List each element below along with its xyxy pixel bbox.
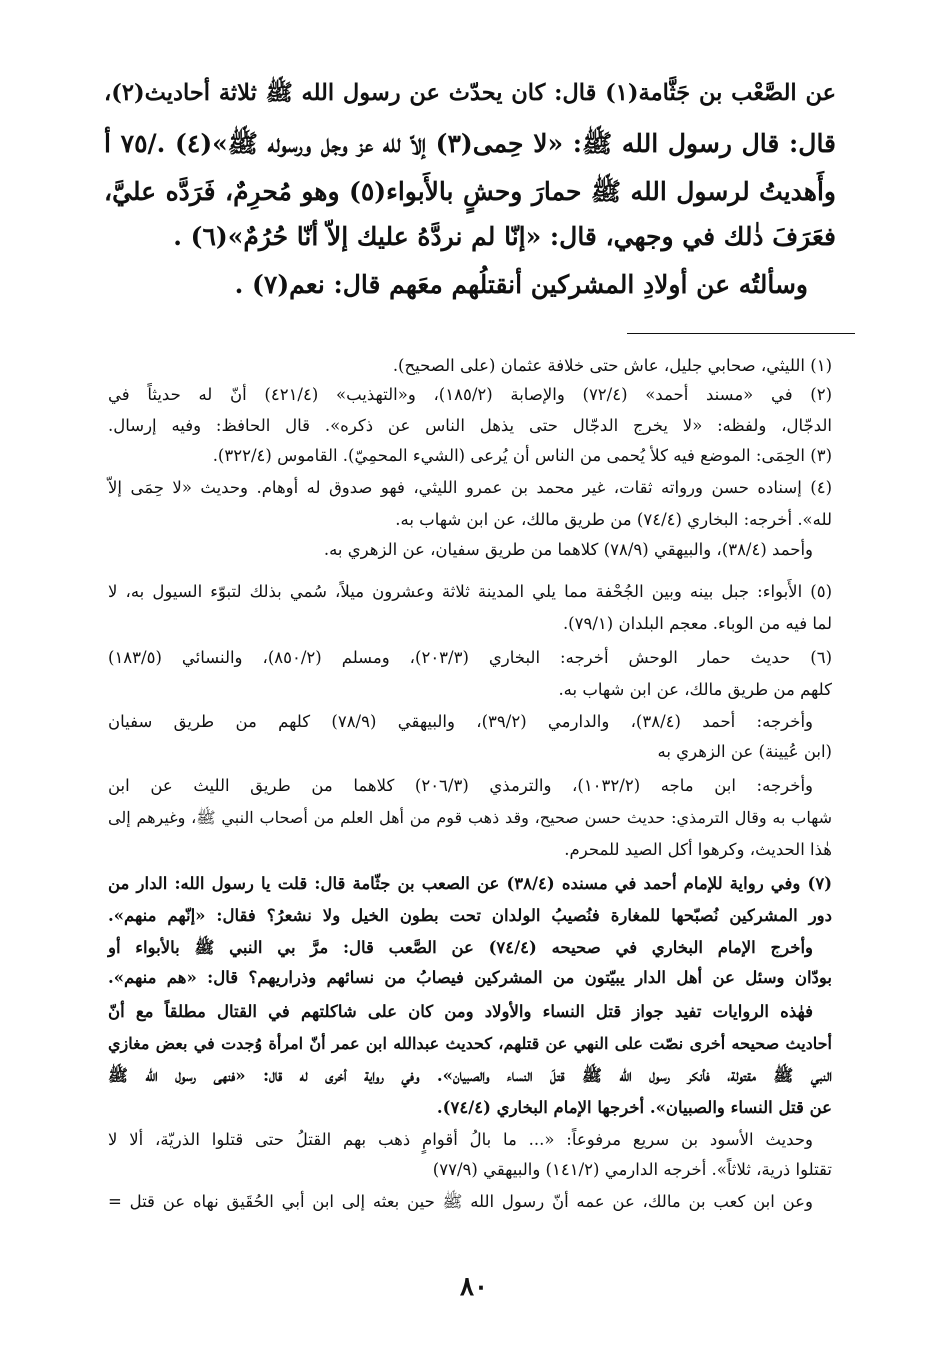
footnote-line: عن قتل النساء والصبيان». أخرجها الإمام البخاري (٧٤/٤). [436, 1098, 832, 1117]
footnote-line: شهاب به وقال الترمذي: حديث حسن صحيح، وقد ذهب قوم من أهل العلم من أصحاب النبي ﷺ، وغيرهم إلى [108, 808, 832, 827]
footnote-line: (٢) في «مسند أحمد» (٧٢/٤) والإصابة (١٨٥/٢)، و«التهذيب» (٤٢١/٤) أنّ له حديثاً في [108, 385, 833, 404]
footnote-line: دور المشركين نُصبّحها للمغارة فنُصيبُ الولدان تحت بطون الخيل ولا نشعرُ؟ فقال: «إنّهم منهم». [108, 906, 832, 925]
footnote-line: وعن ابن كعب بن مالك، عن عمه أنّ رسول الله ﷺ حين بعثه إلى ابن أبي الحُقَيق نهاه عن قتل = [108, 1192, 813, 1211]
main-line: قال: قال رسول الله ﷺ: «لا حِمى(٣) إلاّ لله عز وجل ورسوله ﷺ»(٤) ./٧٥ أ [104, 129, 837, 158]
footnote-line: وأخرج الإمام البخاري في صحيحه (٧٤/٤) عن الصَّعب قال: مرَّ بي النبي ﷺ بالأبواء أو [108, 938, 813, 957]
footnote-line: وأخرجه: ابن ماجه (١٠٣٢/٢)، والترمذي (٢٠٦/٣) كلاهما من طريق الليث عن ابن [108, 776, 813, 795]
footnote-line: (ابن عُيينة) عن الزهري به [657, 742, 832, 761]
footnote-line: الدجّال، ولفظه: «لا يخرج الدجّال حتى يذهل الناس عن ذكره». قال الحافظ: وفيه إرسال. [108, 416, 832, 435]
footnote-line: وأخرجه: أحمد (٣٨/٤)، والدارمي (٣٩/٢)، والبيهقي (٧٨/٩) كلهم من طريق سفيان [108, 712, 814, 731]
main-line: فعَرَفَ ذٰلك في وجهي، قال: «إنّا لم نردَّهُ عليك إلاّ أنّا حُرُمٌ»(٦) . [173, 222, 836, 251]
footnote-line: فهٰذه الروايات تفيد جواز قتل النساء والأولاد ومن كان على شاكلتهم في القتال مطلقاً مع أنّ [108, 1002, 813, 1021]
main-line: وسألتُه عن أولادِ المشركين أنقتلُهم معَهم قال: نعم(٧) . [234, 270, 808, 299]
footnote-line: (٦) حديث حمار الوحش أخرجه: البخاري (٢٠٣/٣)، ومسلم (٨٥٠/٢)، والنسائي (١٨٣/٥) [108, 648, 832, 667]
footnote-separator [627, 333, 855, 334]
footnote-line: (٥) الأَبواء: جبل بينه وبين الجُحْفة مما يلي المدينة ثلاثة وعشرون ميلاً، سُمي بذلك لتبوّء السيول به، لا [108, 582, 832, 601]
footnote-line: كلهم من طريق مالك، عن ابن شهاب به. [558, 680, 832, 699]
footnote-line: (٤) إسناده حسن ورواته ثقات، غير محمد بن عمرو الليثي، فهو صدوق له أوهام. وحديث «لا حِمَى إلاّ [108, 478, 832, 497]
footnote-line: لما فيه من الوباء. معجم البلدان (٧٩/١). [562, 614, 832, 633]
page-number: ٨٠ [460, 1272, 488, 1302]
footnote-line: (٣) الحِمَى: الموضع فيه كلأ يُحمى من الناس أن يُرعى (الشيء المحمِيّ). القاموس (٣٢٢/٤). [212, 446, 832, 465]
footnote-line: تقتلوا ذرية، ثلاثاً». أخرجه الدارمي (١٤١/٢) والبيهقي (٧٧/٩) [432, 1160, 832, 1179]
footnote-line: وحديث الأسود بن سريع مرفوعاً: «... ما بالُ أقوامٍ ذهب بهم القتلُ حتى قتلوا الذريّة، ألا لا [108, 1130, 813, 1149]
footnote-line: وأحمد (٣٨/٤)، والبيهقي (٧٨/٩) كلاهما من طريق سفيان، عن الزهري به. [323, 540, 813, 559]
footnote-line: (١) الليثي، صحابي جليل، عاش حتى خلافة عثمان (على الصحيح). [392, 356, 832, 375]
footnote-line: (٧) وفي رواية للإمام أحمد في مسنده (٣٨/٤) عن الصعب بن جثّامة قال: قلت يا رسول الله: الدار من [108, 874, 833, 893]
main-line: عن الصَّعْب بن جَثَّامة(١) قال: كان يحدّث عن رسول الله ﷺ ثلاثة أحاديث(٢)، [104, 80, 836, 106]
footnote-line: بودّان وسئل عن أهل الدار يبيّتون من المشركين فيصابُ من نسائهم وذراريهم؟ قال: «هم منهم». [108, 968, 832, 987]
footnote-line: هٰذا الحديث، وكرهوا أكل الصيد للمحرم. [564, 840, 832, 859]
main-line: وأَهديتُ لرسول الله ﷺ حمارَ وحشٍ بالأَبواء(٥) وهو مُحرِمٌ، فَرَدَّه عليَّ، [104, 177, 836, 206]
footnote-line: النبي ﷺ مقتولة، فأنكر رسول الله ﷺ قتلَ النساء والصبيان». وفي رواية أخرى له قال: «فنهى رسول الله ﷺ [108, 1066, 832, 1085]
footnote-line: لله». أخرجه: البخاري (٧٤/٤) من طريق مالك، عن ابن شهاب به. [395, 510, 832, 529]
footnote-line: أحاديث صحيحه أخرى نصّت على النهي عن قتلهم، كحديث عبدالله ابن عمر أنّ امرأة وُجدت في بعض مغازي [108, 1034, 832, 1053]
